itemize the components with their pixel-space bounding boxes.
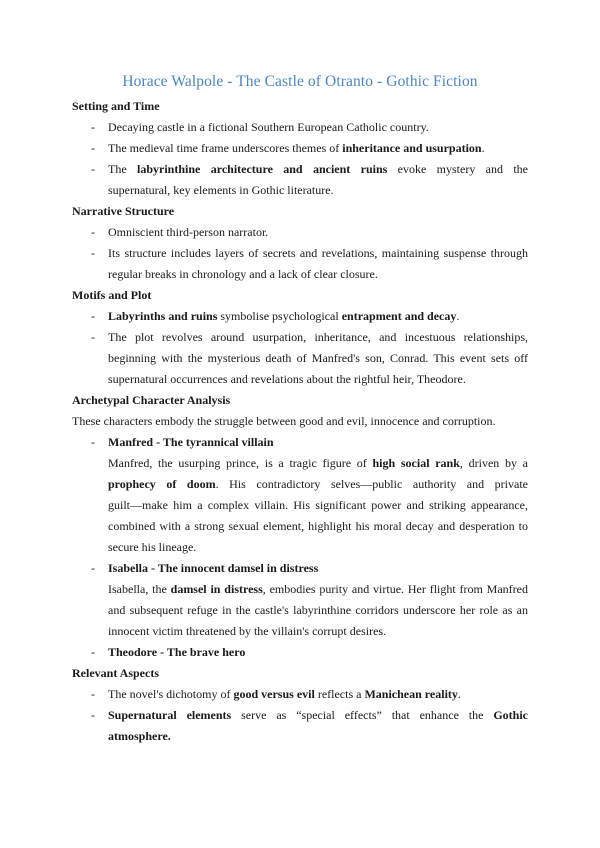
isabella-desc-line-3: innocent victim threatened by the villain's corrupt desires. [108,624,387,638]
motifs-item-1: Labyrinths and ruins symbolise psychological entrapment and decay. [108,309,460,323]
manfred-desc-line-4: combined with a strong sexual element, highlight his moral decay and desperation to [108,519,528,533]
narrative-item-1: Omniscient third-person narrator. [108,225,269,239]
bullet-dash: - [91,141,95,155]
heading-narrative-structure: Narrative Structure [72,204,175,218]
isabella-desc-line-1: Isabella, the damsel in distress, embodies purity and virtue. Her flight from Manfred [108,582,528,596]
heading-relevant-aspects: Relevant Aspects [72,666,159,680]
motifs-item-2: The plot revolves around usurpation, inheritance, and incestuous relationships, [108,330,528,344]
bullet-dash: - [91,120,95,134]
manfred-desc-line-5: secure his lineage. [108,540,197,554]
manfred-label: Manfred - The tyrannical villain [108,435,274,449]
bullet-dash: - [91,435,95,449]
setting-item-2: The medieval time frame underscores themes of inheritance and usurpation. [108,141,485,155]
manfred-desc-line-1: Manfred, the usurping prince, is a tragic figure of high social rank, driven by a [108,456,528,470]
motifs-item-2-cont: supernatural occurrences and revelations about the rightful heir, Theodore. [108,372,466,386]
motifs-item-2-cont: beginning with the mysterious death of Manfred's son, Conrad. This event sets off [108,351,528,365]
manfred-desc-line-3: guilt—make him a complex villain. His significant power and striking appearance, [108,498,528,512]
archetypal-intro: These characters embody the struggle between good and evil, innocence and corruption. [72,414,496,428]
bullet-dash: - [91,246,95,260]
bullet-dash: - [91,330,95,344]
bullet-dash: - [91,309,95,323]
relevant-item-2: Supernatural elements serve as “special effects” that enhance the Gothic [108,708,529,722]
isabella-desc-line-2: and subsequent refuge in the castle's labyrinthine corridors underscore her role as an [108,603,528,617]
document-title: Horace Walpole - The Castle of Otranto - Gothic Fiction [122,73,478,90]
bullet-dash: - [91,561,95,575]
narrative-item-2-cont: regular breaks in chronology and a lack of clear closure. [108,267,378,281]
relevant-item-1: The novel's dichotomy of good versus evil reflects a Manichean reality. [108,687,461,701]
bullet-dash: - [91,225,95,239]
setting-item-3-cont: supernatural, key elements in Gothic literature. [108,183,334,197]
relevant-item-2-cont: atmosphere. [108,729,171,743]
isabella-label: Isabella - The innocent damsel in distress [108,561,319,575]
bullet-dash: - [91,645,95,659]
setting-item-3: The labyrinthine architecture and ancient ruins evoke mystery and the [108,162,529,176]
bullet-dash: - [91,162,95,176]
heading-setting-and-time: Setting and Time [72,99,160,113]
heading-archetypal-character-analysis: Archetypal Character Analysis [72,393,231,407]
theodore-label: Theodore - The brave hero [108,645,246,659]
setting-item-1: Decaying castle in a fictional Southern European Catholic country. [108,120,429,134]
heading-motifs-and-plot: Motifs and Plot [72,288,152,302]
manfred-desc-line-2: prophecy of doom. His contradictory selves—public authority and private [108,477,528,491]
bullet-dash: - [91,708,95,722]
bullet-dash: - [91,687,95,701]
narrative-item-2: Its structure includes layers of secrets and revelations, maintaining suspense through [108,246,528,260]
